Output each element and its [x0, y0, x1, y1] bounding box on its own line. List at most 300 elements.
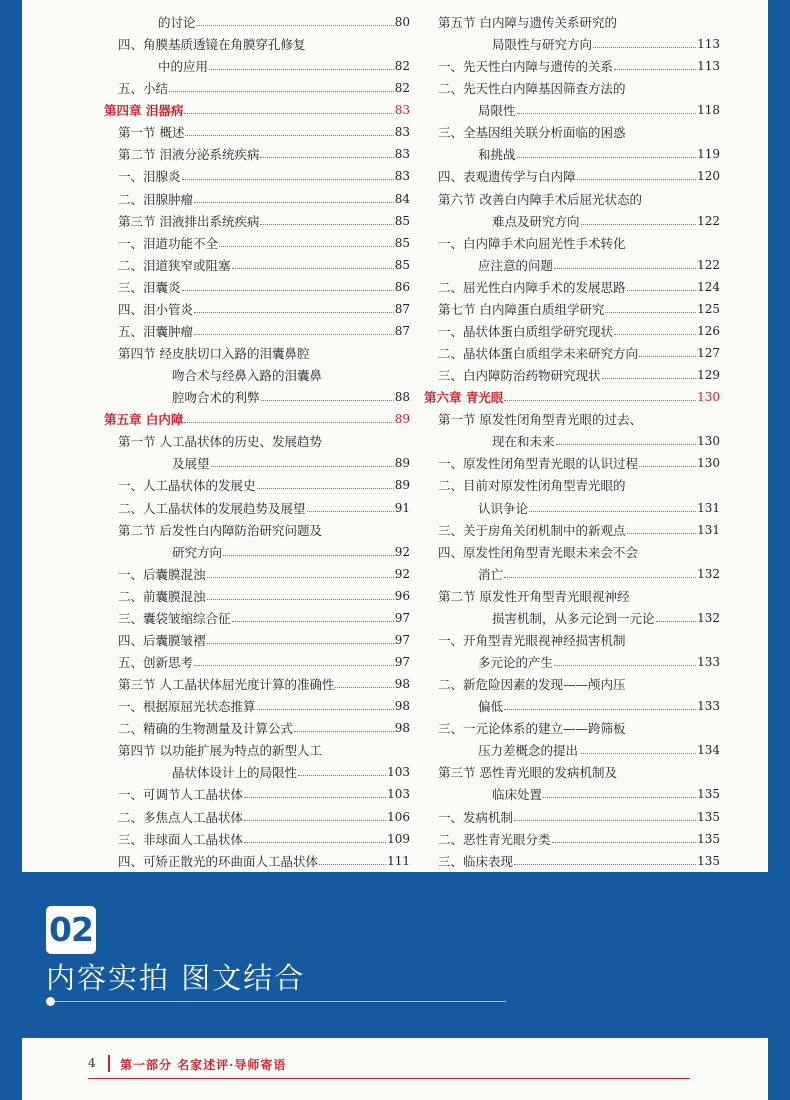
toc-entry	[424, 295, 720, 317]
toc-page-number: 85	[394, 257, 410, 272]
toc-entry	[424, 74, 720, 96]
toc-entry-title: 一、白内障手术向屈光性手术转化	[438, 235, 626, 251]
toc-entry-title: 损害机制，从多元论到一元论	[492, 610, 655, 626]
toc-entry	[424, 626, 720, 648]
toc-entry	[104, 140, 410, 162]
toc-entry	[424, 847, 720, 869]
toc-page-number: 122	[697, 257, 720, 272]
toc-chapter-entry	[104, 405, 410, 427]
toc-entry	[104, 471, 410, 493]
toc-entry-title: 三、全基因组关联分析面临的困惑	[438, 125, 626, 141]
toc-entry-title: 第一节 人工晶状体的历史、发展趋势	[118, 434, 322, 450]
section-number-badge: 02	[46, 906, 96, 954]
toc-entry-title: 和挑战	[478, 147, 516, 163]
toc-entry-title: 二、泪道狭窄或阻塞	[118, 257, 231, 273]
toc-entry-title: 消亡	[478, 566, 504, 582]
toc-entry-title: 多元论的产生	[478, 655, 554, 671]
toc-page-number: 98	[394, 677, 410, 692]
toc-entry	[104, 560, 410, 582]
toc-page-number: 98	[394, 699, 410, 714]
dot-leader	[543, 796, 696, 798]
toc-entry	[424, 825, 720, 847]
dot-leader	[232, 267, 394, 269]
toc-page-number: 83	[394, 147, 410, 162]
toc-entry	[424, 361, 720, 383]
toc-entry	[424, 449, 720, 471]
toc-entry-title: 三、临床表现	[438, 853, 514, 869]
toc-page-number: 119	[697, 147, 720, 162]
toc-page-number: 83	[394, 169, 410, 184]
dot-leader	[639, 555, 719, 556]
toc-entry	[104, 626, 410, 648]
toc-entry	[424, 427, 720, 449]
toc-entry-title: 四、泪小管炎	[118, 301, 194, 317]
toc-entry	[424, 207, 720, 229]
dot-leader	[504, 708, 696, 710]
toc-entry-title: 腔吻合术的利弊	[172, 390, 260, 406]
toc-entry-title: 一、开角型青光眼视神经损害机制	[438, 632, 626, 648]
toc-entry	[104, 427, 410, 449]
toc-entry	[424, 736, 720, 758]
dot-leader	[627, 289, 697, 291]
toc-entry-title: 的讨论	[158, 15, 196, 30]
toc-page-number: 103	[387, 787, 410, 802]
dot-leader	[298, 774, 386, 776]
toc-entry	[424, 471, 720, 493]
toc-page-number: 133	[697, 655, 720, 670]
toc-entry	[104, 8, 410, 30]
toc-entry	[104, 692, 410, 714]
toc-entry-title: 五、泪囊肿瘤	[118, 323, 194, 339]
section-divider	[50, 1001, 506, 1002]
toc-page-number: 132	[697, 610, 720, 625]
toc-page-number: 89	[394, 456, 410, 471]
toc-page-number: 87	[394, 323, 410, 338]
toc-page-number: 134	[697, 743, 720, 758]
toc-entry	[424, 30, 720, 52]
toc-entry-title: 二、泪腺肿瘤	[118, 191, 194, 207]
dot-leader	[556, 443, 697, 445]
toc-entry-title: 二、精确的生物测量及计算公式	[118, 721, 294, 737]
toc-page-number: 130	[697, 456, 720, 471]
toc-entry-title: 一、晶状体蛋白质组学研究现状	[438, 323, 614, 339]
dot-leader	[257, 487, 394, 489]
next-page-preview	[22, 1038, 768, 1100]
toc-page-number: 82	[394, 81, 410, 96]
toc-entry	[104, 118, 410, 140]
dot-leader	[207, 642, 394, 644]
toc-entry	[104, 780, 410, 802]
toc-page-number: 89	[394, 412, 410, 427]
toc-page-number: 97	[394, 610, 410, 625]
toc-entry	[104, 317, 410, 339]
toc-entry	[424, 273, 720, 295]
toc-entry	[424, 758, 720, 780]
toc-page-number: 133	[697, 699, 720, 714]
toc-entry	[104, 273, 410, 295]
dot-leader	[581, 223, 697, 225]
toc-entry-title: 二、先天性白内障基因筛查方法的	[438, 81, 626, 97]
dot-leader	[627, 532, 697, 534]
toc-page-number: 120	[697, 169, 720, 184]
dot-leader	[185, 134, 393, 136]
toc-entry	[424, 185, 720, 207]
toc-entry-title: 局限性	[478, 103, 516, 119]
toc-entry	[104, 295, 410, 317]
dot-leader	[627, 687, 719, 688]
toc-entry-title: 偏低	[478, 699, 504, 715]
toc-page-number: 88	[394, 390, 410, 405]
toc-entry	[104, 758, 410, 780]
toc-page-number: 135	[697, 809, 720, 824]
toc-entry	[104, 52, 410, 74]
dot-leader	[554, 664, 696, 666]
toc-entry	[424, 339, 720, 361]
toc-entry	[104, 185, 410, 207]
toc-entry	[104, 803, 410, 825]
toc-entry	[104, 207, 410, 229]
toc-entry	[104, 847, 410, 869]
dot-leader	[639, 355, 696, 357]
dot-leader	[643, 422, 719, 423]
toc-page-number: 131	[697, 522, 720, 537]
toc-page-number: 126	[697, 323, 720, 338]
dot-leader	[514, 819, 696, 821]
toc-entry-title: 第三节 泪液排出系统疾病	[118, 213, 260, 229]
toc-entry-title: 四、表观遗传学与白内障	[438, 169, 576, 185]
toc-entry-title: 一、人工晶状体的发展史	[118, 478, 256, 494]
toc-entry	[424, 494, 720, 516]
dot-leader	[211, 465, 394, 467]
toc-entry	[424, 229, 720, 251]
dot-leader	[310, 356, 409, 357]
toc-entry	[104, 604, 410, 626]
toc-chapter-entry	[104, 96, 410, 118]
dot-leader	[656, 620, 697, 622]
dot-leader	[627, 135, 719, 136]
toc-entry	[424, 162, 720, 184]
toc-entry-title: 及展望	[172, 456, 210, 472]
toc-page-number: 130	[697, 390, 720, 405]
toc-page-number: 92	[394, 544, 410, 559]
toc-page-number: 92	[394, 566, 410, 581]
toc-entry	[424, 251, 720, 273]
dot-leader	[605, 311, 696, 313]
dot-leader	[579, 752, 696, 754]
dot-leader	[618, 25, 719, 26]
toc-entry-title: 局限性与研究方向	[492, 37, 593, 53]
toc-entry	[424, 140, 720, 162]
dot-leader	[260, 156, 393, 158]
dot-leader	[223, 554, 394, 556]
toc-entry	[424, 582, 720, 604]
toc-entry	[104, 516, 410, 538]
toc-page-number: 83	[394, 103, 410, 118]
dot-leader	[232, 620, 394, 622]
toc-entry	[424, 648, 720, 670]
toc-page-number: 96	[394, 588, 410, 603]
section-title: 内容实拍 图文结合	[46, 961, 306, 995]
toc-entry	[104, 538, 410, 560]
toc-page-number: 118	[697, 103, 720, 118]
dot-leader	[244, 796, 386, 798]
toc-entry-title: 第二节 泪液分泌系统疾病	[118, 147, 260, 163]
dot-leader	[529, 510, 696, 512]
dot-leader	[517, 112, 697, 114]
toc-entry-title: 二、恶性青光眼分类	[438, 831, 551, 847]
toc-entry	[424, 538, 720, 560]
dot-leader	[614, 68, 696, 70]
toc-entry	[424, 604, 720, 626]
toc-page-number: 97	[394, 655, 410, 670]
toc-entry-title: 一、先天性白内障与遗传的关系	[438, 59, 614, 75]
toc-page-number: 109	[387, 831, 410, 846]
toc-entry-title: 一、泪腺炎	[118, 169, 181, 185]
toc-entry-title: 第三节 恶性青光眼的发病机制及	[438, 765, 617, 781]
dot-leader	[643, 202, 719, 203]
toc-entry-title: 三、一元论体系的建立——跨筛板	[438, 721, 626, 737]
toc-entry	[104, 825, 410, 847]
toc-entry	[424, 405, 720, 427]
dot-leader	[618, 775, 719, 776]
toc-entry-title: 二、人工晶状体的发展趋势及展望	[118, 500, 306, 516]
toc-entry	[424, 516, 720, 538]
toc-page-number: 124	[697, 279, 720, 294]
dot-leader	[639, 465, 696, 467]
toc-entry-title: 第六章 青光眼	[424, 390, 504, 406]
toc-entry	[424, 803, 720, 825]
dot-leader	[323, 444, 409, 445]
toc-page-number: 125	[697, 301, 720, 316]
toc-entry	[424, 692, 720, 714]
toc-page-number: 89	[394, 478, 410, 493]
toc-page-number: 103	[387, 765, 410, 780]
toc-page-number: 87	[394, 301, 410, 316]
dot-leader	[257, 708, 394, 710]
toc-entry-title: 中的应用	[158, 59, 209, 75]
dot-leader	[182, 178, 394, 180]
toc-page-number: 131	[697, 500, 720, 515]
toc-page-number: 111	[387, 853, 410, 868]
dot-leader	[207, 598, 394, 600]
dot-leader	[209, 68, 394, 70]
toc-entry-title: 三、关于房角关闭机制中的新观点	[438, 522, 626, 538]
toc-entry-title: 应注意的问题	[478, 257, 554, 273]
toc-entry-title: 二、目前对原发性闭角型青光眼的	[438, 478, 626, 494]
dot-leader	[630, 599, 719, 600]
header-bar	[108, 1055, 110, 1072]
dot-leader	[554, 267, 696, 269]
toc-entry-title: 四、后囊膜皱褶	[118, 632, 206, 648]
toc-entry-title: 第五节 白内障与遗传关系研究的	[438, 15, 617, 30]
dot-leader	[323, 378, 409, 379]
toc-entry-title: 一、根据原屈光状态推算	[118, 699, 256, 715]
page-number: 4	[88, 1056, 96, 1070]
dot-leader	[319, 863, 386, 865]
toc-entry-title: 第六节 改善白内障手术后屈光状态的	[438, 191, 642, 207]
toc-entry-title: 一、原发性闭角型青光眼的认识过程	[438, 456, 639, 472]
toc-entry-title: 一、泪道功能不全	[118, 235, 219, 251]
toc-entry	[424, 714, 720, 736]
toc-entry-title: 一、后囊膜混浊	[118, 566, 206, 582]
toc-entry	[104, 251, 410, 273]
dot-leader	[335, 686, 393, 688]
dot-leader	[182, 289, 394, 291]
dot-leader	[614, 333, 696, 335]
toc-entry-title: 研究方向	[172, 544, 223, 560]
dot-leader	[627, 488, 719, 489]
dot-leader	[194, 333, 394, 335]
dot-leader	[194, 201, 394, 203]
toc-entry	[104, 361, 410, 383]
dot-leader	[194, 664, 394, 666]
toc-entry	[104, 162, 410, 184]
toc-entry-title: 第二节 后发性白内障防治研究问题及	[118, 522, 322, 538]
toc-page-number: 130	[697, 434, 720, 449]
toc-entry	[424, 118, 720, 140]
toc-entry	[104, 648, 410, 670]
toc-page-number: 98	[394, 721, 410, 736]
dot-leader	[504, 399, 696, 401]
toc-page-number: 135	[697, 853, 720, 868]
dot-leader	[323, 533, 409, 534]
toc-page-number: 132	[697, 566, 720, 581]
dot-leader	[261, 399, 394, 401]
toc-entry-title: 第五章 白内障	[104, 412, 184, 428]
toc-entry-title: 五、小结	[118, 81, 169, 97]
toc-page-number: 113	[697, 37, 720, 52]
toc-entry-title: 第四节 以功能扩展为特点的新型人工	[118, 743, 322, 759]
toc-page-number: 82	[394, 59, 410, 74]
dot-leader	[244, 841, 386, 843]
page-header-part: 第一部分 名家述评·导师寄语	[120, 1058, 287, 1072]
toc-entry	[104, 736, 410, 758]
toc-page-number: 84	[394, 191, 410, 206]
toc-entry	[424, 560, 720, 582]
dot-leader	[260, 223, 393, 225]
toc-entry-title: 认识争论	[478, 500, 529, 516]
toc-page-number: 83	[394, 125, 410, 140]
toc-entry-title: 第三节 人工晶状体屈光度计算的准确性	[118, 677, 335, 693]
dot-leader	[627, 643, 719, 644]
dot-leader	[323, 753, 409, 754]
toc-entry	[104, 383, 410, 405]
toc-entry-title: 三、囊袋皱缩综合征	[118, 610, 231, 626]
toc-entry-title: 四、可矫正散光的环曲面人工晶状体	[118, 853, 319, 869]
dot-leader	[169, 90, 394, 92]
toc-entry-title: 压力差概念的提出	[478, 743, 579, 759]
toc-entry-title: 一、可调节人工晶状体	[118, 787, 244, 803]
dot-leader	[517, 156, 697, 158]
toc-entry-title: 三、白内障防治药物研究现状	[438, 368, 601, 384]
toc-entry-title: 二、多焦点人工晶状体	[118, 809, 244, 825]
toc-entry	[104, 449, 410, 471]
toc-entry	[104, 582, 410, 604]
toc-page-number: 86	[394, 279, 410, 294]
toc-entry	[424, 670, 720, 692]
dot-leader	[602, 377, 697, 379]
dot-leader	[194, 311, 394, 313]
toc-entry-title: 第四节 经皮肤切口入路的泪囊鼻腔	[118, 346, 310, 362]
toc-entry-title: 难点及研究方向	[492, 213, 580, 229]
dot-leader	[577, 178, 697, 180]
toc-page-number: 135	[697, 787, 720, 802]
section-divider-dot	[46, 997, 55, 1006]
dot-leader	[184, 421, 393, 423]
dot-leader	[552, 841, 697, 843]
toc-page-number: 135	[697, 831, 720, 846]
dot-leader	[307, 510, 394, 512]
toc-entry	[424, 317, 720, 339]
toc-entry-title: 二、晶状体蛋白质组学未来研究方向	[438, 346, 639, 362]
toc-page-number: 91	[394, 500, 410, 515]
toc-entry-title: 晶状体设计上的局限性	[172, 765, 298, 781]
toc-entry	[104, 670, 410, 692]
dot-leader	[307, 47, 409, 48]
dot-leader	[294, 730, 394, 732]
toc-entry-title: 五、创新思考	[118, 655, 194, 671]
toc-page-number: 106	[387, 809, 410, 824]
toc-page-number: 129	[697, 368, 720, 383]
toc-chapter-entry	[424, 383, 720, 405]
dot-leader	[219, 245, 394, 247]
toc-entry-title: 二、新危险因素的发现——颅内压	[438, 677, 626, 693]
toc-page-number: 80	[394, 15, 410, 29]
toc-entry	[104, 30, 410, 52]
toc-entry	[104, 494, 410, 516]
toc-entry-title: 一、发病机制	[438, 809, 514, 825]
toc-entry-title: 四、原发性闭角型青光眼未来会不会	[438, 544, 639, 560]
toc-entry-title: 三、泪囊炎	[118, 279, 181, 295]
toc-entry-title: 四、角膜基质透镜在角膜穿孔修复	[118, 37, 306, 53]
toc-entry	[424, 96, 720, 118]
toc-page-number: 85	[394, 213, 410, 228]
toc-entry	[424, 780, 720, 802]
toc-entry	[424, 52, 720, 74]
toc-page	[22, 0, 768, 872]
toc-page-number: 113	[697, 59, 720, 74]
dot-leader	[244, 819, 386, 821]
dot-leader	[627, 91, 719, 92]
toc-page-number: 122	[697, 213, 720, 228]
dot-leader	[514, 863, 696, 865]
toc-entry-title: 二、前囊膜混浊	[118, 588, 206, 604]
toc-entry-title: 二、屈光性白内障手术的发展思路	[438, 279, 626, 295]
dot-leader	[207, 576, 394, 578]
toc-entry	[104, 339, 410, 361]
toc-entry-title: 第二节 原发性开角型青光眼视神经	[438, 588, 630, 604]
toc-page-number: 97	[394, 632, 410, 647]
toc-entry-title: 第一节 原发性闭角型青光眼的过去、	[438, 412, 642, 428]
dot-leader	[184, 112, 393, 114]
toc-entry-title: 第一节 概述	[118, 125, 185, 141]
dot-leader	[197, 24, 394, 26]
dot-leader	[504, 576, 696, 578]
toc-entry	[104, 74, 410, 96]
toc-entry-title: 吻合术与经鼻入路的泪囊鼻	[172, 368, 323, 384]
dot-leader	[627, 246, 719, 247]
toc-entry-title: 现在和未来	[492, 434, 555, 450]
toc-entry-title: 第四章 泪器病	[104, 103, 184, 119]
toc-page-number: 127	[697, 346, 720, 361]
toc-entry-title: 第七节 白内障蛋白质组学研究	[438, 301, 605, 317]
toc-entry-title: 临床处置	[492, 787, 543, 803]
toc-entry	[104, 229, 410, 251]
header-rule	[88, 1078, 690, 1079]
toc-page-number: 85	[394, 235, 410, 250]
toc-entry	[424, 8, 720, 30]
toc-entry-title: 三、非球面人工晶状体	[118, 831, 244, 847]
